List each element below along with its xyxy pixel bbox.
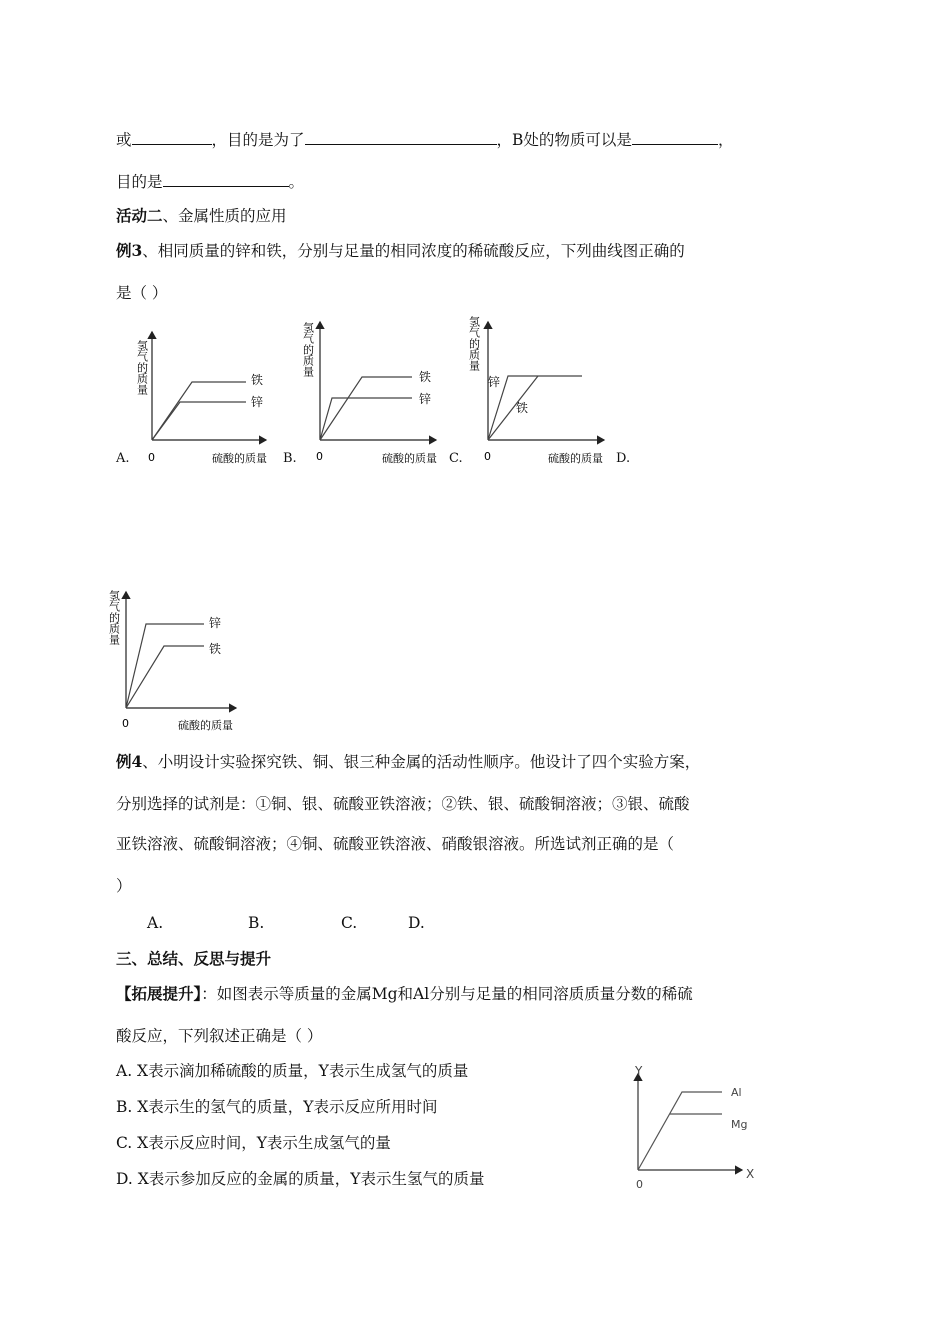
y-axis-label: Y — [635, 1064, 643, 1078]
example-label: 例3 — [116, 241, 143, 260]
text: ，B处的物质可以是 — [496, 131, 632, 149]
option-d-label[interactable]: D. — [616, 451, 631, 466]
y-axis-label: 氢气的质量 — [135, 340, 149, 395]
question-text: ：如图表示等质量的金属Mg和Al分别与足量的相同溶质质量分数的稀硫 — [201, 985, 693, 1003]
x-axis-label: 硫酸的质量 — [178, 719, 233, 732]
option-c-label[interactable]: C. — [449, 451, 463, 466]
example-3-question — [116, 241, 685, 261]
example-4-line-1 — [116, 752, 700, 772]
question-text: 、相同质量的锌和铁，分别与足量的相同浓度的稀硫酸反应，下列曲线图正确的 — [142, 242, 685, 260]
activity-heading — [116, 206, 287, 226]
choice-a[interactable]: A. X表示滴加稀硫酸的质量，Y表示生成氢气的质量 — [116, 1062, 469, 1080]
ex4-option-c[interactable]: C. — [341, 914, 358, 932]
answer-blank[interactable] — [305, 129, 497, 145]
question-text: 亚铁溶液、硫酸铜溶液；④铜、硫酸亚铁溶液、硝酸银溶液。所选试剂正确的是（ — [116, 835, 675, 853]
y-axis-label: 氢气的质量 — [301, 322, 315, 377]
question-text: ） — [116, 877, 132, 895]
answer-blank[interactable] — [163, 171, 289, 187]
x-axis-label: 硫酸的质量 — [548, 452, 603, 465]
fill-blank-line-1 — [116, 129, 733, 150]
mg-al-graph — [624, 1062, 764, 1194]
zinc-label: 锌 — [251, 395, 264, 409]
x-axis-label: 硫酸的质量 — [382, 452, 437, 465]
activity-label: 活动二 — [116, 206, 163, 225]
origin-label: 0 — [484, 450, 491, 463]
option-b-label[interactable]: B. — [283, 451, 297, 466]
graph-b — [296, 312, 441, 470]
origin-label: 0 — [316, 450, 323, 463]
text: 目的是 — [116, 173, 163, 191]
example-4-line-3 — [116, 834, 674, 854]
x-axis-label: 硫酸的质量 — [212, 452, 267, 465]
graph-d — [108, 584, 248, 734]
example-4-line-4 — [116, 876, 132, 896]
extension-label: 【拓展提升】 — [116, 984, 202, 1003]
choice-c[interactable]: C. X表示反应时间，Y表示生成氢气的量 — [116, 1134, 391, 1152]
iron-label: 铁 — [516, 401, 529, 415]
zinc-label: 锌 — [419, 392, 432, 406]
example-4-line-2 — [116, 794, 690, 814]
x-axis-label: X — [746, 1167, 755, 1181]
origin-label: 0 — [122, 717, 129, 730]
answer-blank[interactable] — [132, 129, 212, 145]
fill-blank-line-2 — [116, 171, 304, 192]
al-label: Al — [731, 1086, 742, 1099]
example-label: 例4 — [116, 752, 143, 771]
origin-label: 0 — [148, 451, 155, 464]
choice-b[interactable]: B. X表示生的氢气的质量，Y表示反应所用时间 — [116, 1098, 438, 1116]
extension-line-2 — [116, 1026, 322, 1046]
activity-title: 、金属性质的应用 — [162, 207, 287, 225]
iron-label: 铁 — [419, 370, 432, 384]
section-heading: 三、总结、反思与提升 — [116, 949, 272, 968]
question-text: 是（ ） — [116, 284, 168, 302]
text: 。 — [288, 173, 305, 191]
origin-label: 0 — [636, 1178, 643, 1191]
graph-c — [466, 312, 611, 470]
mg-label: Mg — [731, 1118, 748, 1131]
question-text: 、小明设计实验探究铁、铜、银三种金属的活动性顺序。他设计了四个实验方案， — [142, 753, 701, 771]
choice-d[interactable]: D. X表示参加反应的金属的质量，Y表示生氢气的质量 — [116, 1170, 485, 1188]
iron-label: 铁 — [251, 373, 264, 387]
ex4-option-a[interactable]: A. — [147, 914, 164, 932]
question-text: 酸反应，下列叙述正确是（ ） — [116, 1027, 323, 1045]
text: ，目的是为了 — [211, 131, 305, 149]
example-3-question-end — [116, 283, 167, 303]
answer-blank[interactable] — [632, 129, 718, 145]
zinc-label: 锌 — [209, 616, 222, 630]
graph-a — [128, 320, 273, 470]
zinc-label: 锌 — [488, 375, 501, 389]
y-axis-label: 氢气的质量 — [108, 590, 121, 645]
y-axis-label: 氢气的质量 — [467, 316, 481, 371]
text: 或 — [116, 131, 132, 149]
option-a-label[interactable]: A. — [116, 451, 130, 466]
text: ， — [717, 131, 734, 149]
question-text: 分别选择的试剂是：①铜、银、硫酸亚铁溶液；②铁、银、硫酸铜溶液；③银、硫酸 — [116, 795, 690, 813]
ex4-option-d[interactable]: D. — [408, 914, 425, 932]
ex4-option-b[interactable]: B. — [248, 914, 265, 932]
iron-label: 铁 — [209, 642, 222, 656]
extension-line-1 — [116, 984, 693, 1004]
